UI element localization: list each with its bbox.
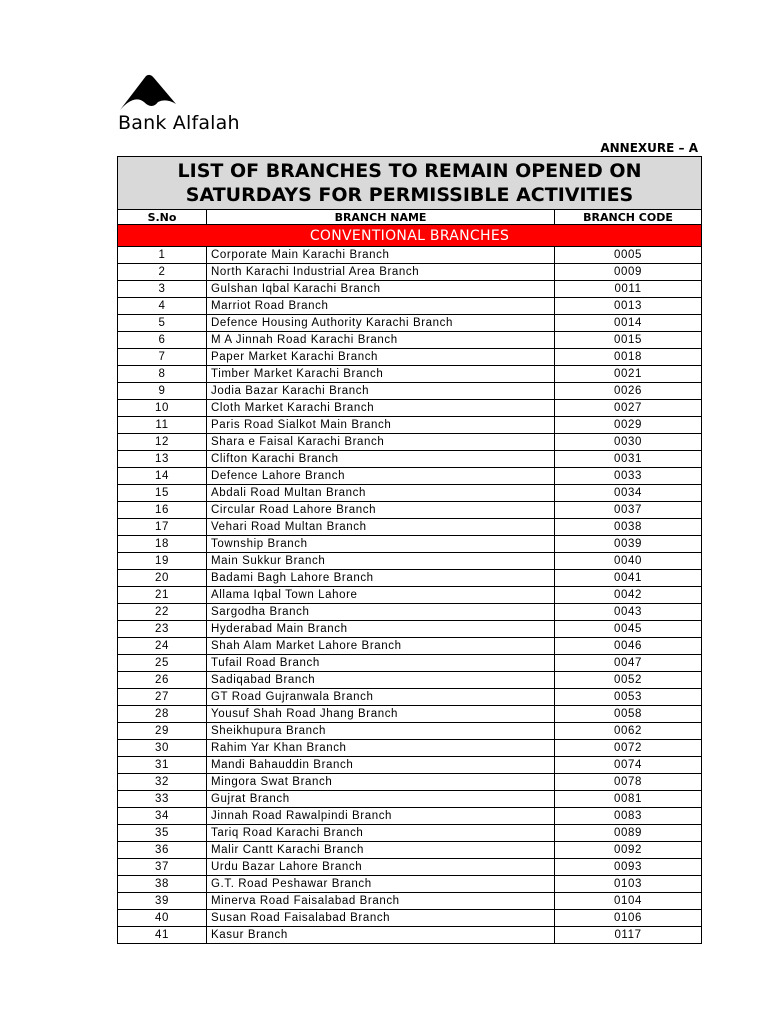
column-header-sno: S.No xyxy=(118,210,207,225)
branch-sno: 12 xyxy=(118,434,207,451)
table-row xyxy=(118,876,702,893)
table-row xyxy=(118,774,702,791)
branch-code: 0104 xyxy=(555,893,702,910)
branch-code: 0083 xyxy=(555,808,702,825)
table-row xyxy=(118,655,702,672)
branch-name: Mingora Swat Branch xyxy=(207,774,555,791)
branch-code: 0047 xyxy=(555,655,702,672)
branch-sno: 10 xyxy=(118,400,207,417)
branch-sno: 34 xyxy=(118,808,207,825)
branch-sno: 15 xyxy=(118,485,207,502)
branch-name: Defence Housing Authority Karachi Branch xyxy=(207,315,555,332)
table-row xyxy=(118,502,702,519)
table-row xyxy=(118,315,702,332)
branch-name: Vehari Road Multan Branch xyxy=(207,519,555,536)
branch-name: Cloth Market Karachi Branch xyxy=(207,400,555,417)
branch-name: Gulshan Iqbal Karachi Branch xyxy=(207,281,555,298)
table-row xyxy=(118,706,702,723)
branch-sno: 29 xyxy=(118,723,207,740)
table-row xyxy=(118,621,702,638)
branch-code: 0038 xyxy=(555,519,702,536)
branch-sno: 36 xyxy=(118,842,207,859)
branch-sno: 1 xyxy=(118,247,207,264)
branch-sno: 30 xyxy=(118,740,207,757)
branch-code: 0021 xyxy=(555,366,702,383)
branch-code: 0103 xyxy=(555,876,702,893)
table-row xyxy=(118,536,702,553)
branch-name: Sheikhupura Branch xyxy=(207,723,555,740)
table-row xyxy=(118,281,702,298)
table-row xyxy=(118,451,702,468)
branch-code: 0039 xyxy=(555,536,702,553)
table-row xyxy=(118,672,702,689)
table-row xyxy=(118,740,702,757)
branch-sno: 18 xyxy=(118,536,207,553)
branch-sno: 31 xyxy=(118,757,207,774)
table-row xyxy=(118,332,702,349)
branch-sno: 37 xyxy=(118,859,207,876)
table-body xyxy=(118,247,702,944)
branch-code: 0058 xyxy=(555,706,702,723)
branch-code: 0014 xyxy=(555,315,702,332)
branch-sno: 41 xyxy=(118,927,207,944)
branch-name: Badami Bagh Lahore Branch xyxy=(207,570,555,587)
branch-name: Abdali Road Multan Branch xyxy=(207,485,555,502)
branch-name: Corporate Main Karachi Branch xyxy=(207,247,555,264)
table-row xyxy=(118,434,702,451)
table-row xyxy=(118,859,702,876)
branch-name: Shara e Faisal Karachi Branch xyxy=(207,434,555,451)
branch-name: Mandi Bahauddin Branch xyxy=(207,757,555,774)
branch-code: 0062 xyxy=(555,723,702,740)
table-row xyxy=(118,893,702,910)
branch-sno: 23 xyxy=(118,621,207,638)
branch-code: 0093 xyxy=(555,859,702,876)
branch-sno: 40 xyxy=(118,910,207,927)
table-row xyxy=(118,808,702,825)
branch-name: Sargodha Branch xyxy=(207,604,555,621)
branch-code: 0029 xyxy=(555,417,702,434)
branch-code: 0041 xyxy=(555,570,702,587)
branch-sno: 24 xyxy=(118,638,207,655)
branch-code: 0027 xyxy=(555,400,702,417)
table-row xyxy=(118,383,702,400)
branch-sno: 14 xyxy=(118,468,207,485)
table-row xyxy=(118,247,702,264)
branch-name: Defence Lahore Branch xyxy=(207,468,555,485)
table-row xyxy=(118,366,702,383)
branch-name: Timber Market Karachi Branch xyxy=(207,366,555,383)
branch-name: Hyderabad Main Branch xyxy=(207,621,555,638)
branch-name: Malir Cantt Karachi Branch xyxy=(207,842,555,859)
branch-name: Clifton Karachi Branch xyxy=(207,451,555,468)
branch-code: 0092 xyxy=(555,842,702,859)
branch-sno: 35 xyxy=(118,825,207,842)
section-header-conventional: CONVENTIONAL BRANCHES xyxy=(118,225,702,247)
bank-name: Bank Alfalah xyxy=(118,112,240,134)
branch-code: 0074 xyxy=(555,757,702,774)
branch-sno: 16 xyxy=(118,502,207,519)
branch-name: GT Road Gujranwala Branch xyxy=(207,689,555,706)
branch-sno: 6 xyxy=(118,332,207,349)
branch-sno: 19 xyxy=(118,553,207,570)
branch-name: Paris Road Sialkot Main Branch xyxy=(207,417,555,434)
branch-code: 0040 xyxy=(555,553,702,570)
table-row xyxy=(118,689,702,706)
table-row xyxy=(118,825,702,842)
branch-name: Rahim Yar Khan Branch xyxy=(207,740,555,757)
branch-code: 0030 xyxy=(555,434,702,451)
branch-name: Circular Road Lahore Branch xyxy=(207,502,555,519)
branch-code: 0045 xyxy=(555,621,702,638)
bank-logo xyxy=(118,74,258,136)
table-row xyxy=(118,604,702,621)
branch-name: Susan Road Faisalabad Branch xyxy=(207,910,555,927)
branch-sno: 33 xyxy=(118,791,207,808)
table-row xyxy=(118,298,702,315)
table-row xyxy=(118,723,702,740)
branch-name: Shah Alam Market Lahore Branch xyxy=(207,638,555,655)
branch-code: 0034 xyxy=(555,485,702,502)
table-title-line-1: LIST OF BRANCHES TO REMAIN OPENED ON xyxy=(177,160,642,182)
branch-sno: 25 xyxy=(118,655,207,672)
branch-code: 0078 xyxy=(555,774,702,791)
table-row xyxy=(118,570,702,587)
branch-name: North Karachi Industrial Area Branch xyxy=(207,264,555,281)
branch-sno: 7 xyxy=(118,349,207,366)
bank-alfalah-logo-icon xyxy=(120,74,176,112)
branch-code: 0005 xyxy=(555,247,702,264)
table-row xyxy=(118,587,702,604)
branch-name: Minerva Road Faisalabad Branch xyxy=(207,893,555,910)
branch-code: 0089 xyxy=(555,825,702,842)
branch-code: 0009 xyxy=(555,264,702,281)
branch-name: Tufail Road Branch xyxy=(207,655,555,672)
table-row xyxy=(118,264,702,281)
branch-code: 0026 xyxy=(555,383,702,400)
branch-code: 0042 xyxy=(555,587,702,604)
branch-sno: 11 xyxy=(118,417,207,434)
branch-code: 0018 xyxy=(555,349,702,366)
branch-sno: 21 xyxy=(118,587,207,604)
branch-code: 0015 xyxy=(555,332,702,349)
branch-sno: 27 xyxy=(118,689,207,706)
table-row xyxy=(118,485,702,502)
table-row xyxy=(118,757,702,774)
table-row xyxy=(118,927,702,944)
branch-sno: 3 xyxy=(118,281,207,298)
branch-name: Kasur Branch xyxy=(207,927,555,944)
table-row xyxy=(118,842,702,859)
branch-code: 0117 xyxy=(555,927,702,944)
branch-code: 0011 xyxy=(555,281,702,298)
branch-sno: 39 xyxy=(118,893,207,910)
table-row xyxy=(118,553,702,570)
table-title xyxy=(118,157,702,210)
branches-table xyxy=(117,156,702,944)
table-row xyxy=(118,791,702,808)
branch-sno: 2 xyxy=(118,264,207,281)
branch-name: Township Branch xyxy=(207,536,555,553)
branch-sno: 32 xyxy=(118,774,207,791)
branch-name: Marriot Road Branch xyxy=(207,298,555,315)
branch-code: 0052 xyxy=(555,672,702,689)
branch-code: 0072 xyxy=(555,740,702,757)
branch-code: 0033 xyxy=(555,468,702,485)
branch-sno: 8 xyxy=(118,366,207,383)
column-header-branch-name: BRANCH NAME xyxy=(207,210,555,225)
branch-name: Paper Market Karachi Branch xyxy=(207,349,555,366)
branch-sno: 4 xyxy=(118,298,207,315)
branch-code: 0053 xyxy=(555,689,702,706)
table-row xyxy=(118,400,702,417)
branch-code: 0106 xyxy=(555,910,702,927)
branch-code: 0013 xyxy=(555,298,702,315)
branch-code: 0031 xyxy=(555,451,702,468)
branch-sno: 28 xyxy=(118,706,207,723)
branch-name: Tariq Road Karachi Branch xyxy=(207,825,555,842)
branch-name: Allama Iqbal Town Lahore xyxy=(207,587,555,604)
table-title-line-2: SATURDAYS FOR PERMISSIBLE ACTIVITIES xyxy=(185,184,634,206)
branch-code: 0037 xyxy=(555,502,702,519)
branch-sno: 9 xyxy=(118,383,207,400)
branch-sno: 20 xyxy=(118,570,207,587)
table-row xyxy=(118,468,702,485)
branch-name: Gujrat Branch xyxy=(207,791,555,808)
branch-code: 0081 xyxy=(555,791,702,808)
table-row xyxy=(118,638,702,655)
branch-name: Sadiqabad Branch xyxy=(207,672,555,689)
column-header-branch-code: BRANCH CODE xyxy=(555,210,702,225)
table-row xyxy=(118,519,702,536)
branch-name: Jodia Bazar Karachi Branch xyxy=(207,383,555,400)
branch-code: 0043 xyxy=(555,604,702,621)
branch-name: Jinnah Road Rawalpindi Branch xyxy=(207,808,555,825)
annexure-label: ANNEXURE – A xyxy=(600,141,698,155)
table-row xyxy=(118,417,702,434)
branch-name: M A Jinnah Road Karachi Branch xyxy=(207,332,555,349)
table-row xyxy=(118,910,702,927)
branch-sno: 5 xyxy=(118,315,207,332)
branch-sno: 13 xyxy=(118,451,207,468)
table-row xyxy=(118,349,702,366)
branch-sno: 17 xyxy=(118,519,207,536)
branch-name: Urdu Bazar Lahore Branch xyxy=(207,859,555,876)
branch-sno: 26 xyxy=(118,672,207,689)
branch-code: 0046 xyxy=(555,638,702,655)
branch-sno: 38 xyxy=(118,876,207,893)
branch-name: Main Sukkur Branch xyxy=(207,553,555,570)
branch-name: Yousuf Shah Road Jhang Branch xyxy=(207,706,555,723)
branch-sno: 22 xyxy=(118,604,207,621)
branch-name: G.T. Road Peshawar Branch xyxy=(207,876,555,893)
